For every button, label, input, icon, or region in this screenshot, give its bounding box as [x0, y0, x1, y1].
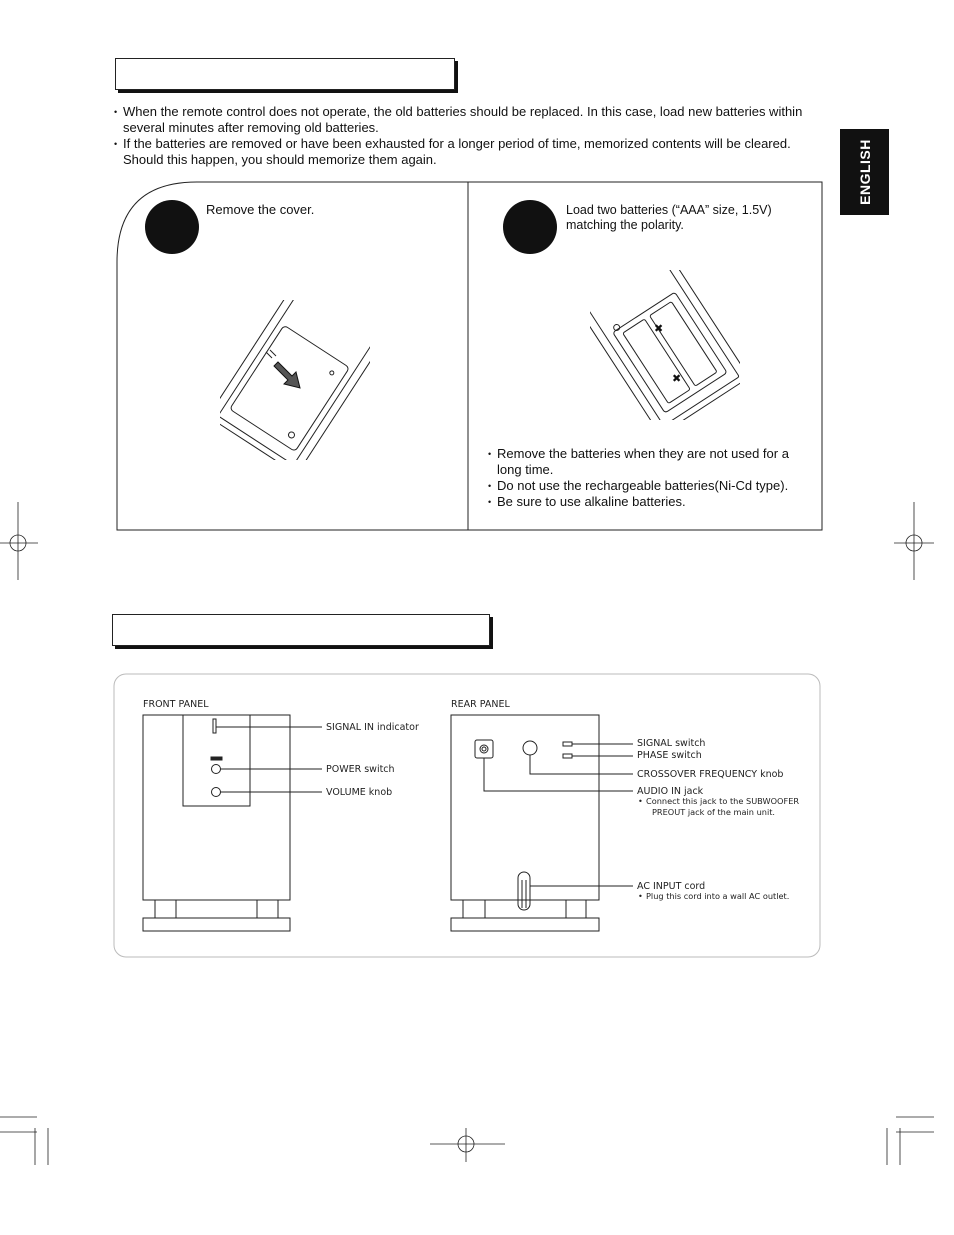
ac-input-note-bullet: •: [638, 891, 643, 901]
signal-in-indicator-label: SIGNAL IN indicator: [326, 722, 419, 733]
audio-in-note-line-2: PREOUT jack of the main unit.: [652, 807, 776, 817]
audio-in-note-bullet: •: [638, 796, 643, 806]
note-item: • Be sure to use alkaline batteries.: [488, 494, 806, 510]
audio-in-jack-label: AUDIO IN jack: [637, 786, 704, 797]
ac-input-cord-label: AC INPUT cord: [637, 881, 706, 892]
rear-panel-title: REAR PANEL: [451, 699, 510, 710]
language-tab-label: ENGLISH: [856, 139, 873, 205]
crossover-knob-label: CROSSOVER FREQUENCY knob: [637, 769, 784, 780]
ac-input-note: Plug this cord into a wall AC outlet.: [646, 891, 790, 901]
note-item: • Do not use the rechargeable batteries(Ni-Cd type).: [488, 478, 806, 494]
audio-in-note-line-1: Connect this jack to the SUBWOOFER: [646, 796, 800, 806]
step-2-text: Load two batteries (“AAA” size, 1.5V) matching the polarity.: [566, 203, 772, 232]
volume-knob-label: VOLUME knob: [326, 787, 393, 798]
signal-switch-label: SIGNAL switch: [637, 738, 706, 749]
power-switch-label: POWER switch: [326, 764, 395, 775]
front-panel-title: FRONT PANEL: [143, 699, 209, 710]
phase-switch-label: PHASE switch: [637, 750, 702, 761]
intro-bullet: • When the remote control does not operate, the old batteries should be replaced. In this case, load new batteries within several minutes after removing old batteries.: [114, 104, 824, 136]
battery-plus-icon: ✖: [654, 322, 664, 335]
note-item: • Remove the batteries when they are not used for a long time.: [488, 446, 806, 478]
intro-bullet: • If the batteries are removed or have been exhausted for a longer period of time, memorized contents will be cleared. Should this happen, you should memorize them again.: [114, 136, 824, 168]
battery-minus-icon: ✖: [672, 372, 682, 385]
step-1-text: Remove the cover.: [206, 202, 315, 217]
